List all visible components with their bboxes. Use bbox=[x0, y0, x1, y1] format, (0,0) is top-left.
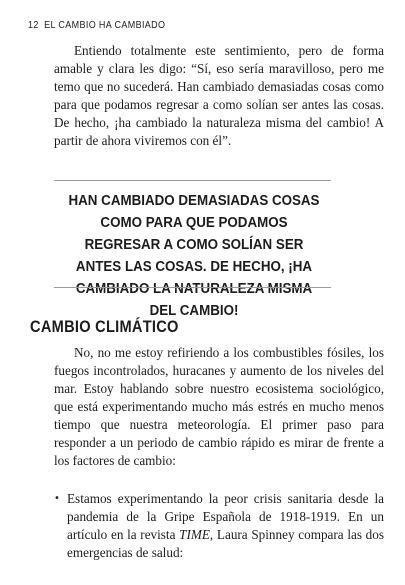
section-title: CAMBIO CLIMÁTICO bbox=[30, 317, 179, 336]
bullet-icon: • bbox=[54, 493, 60, 504]
bullet-item bbox=[54, 490, 384, 562]
page-number: 12 bbox=[28, 20, 39, 31]
section-paragraph: No, no me estoy refiriendo a los combustibles fósiles, los fuegos incontrolados, huracanes y aumento de los niveles del mar. Estoy hablando sobre nuestro ecosistema sociológico, que está experimentando mucho más estrés en mucho menos tiempo que nuestra meteorología. El primer paso para responder a un periodo de cambio rápido es mirar de frente a los factores de cambio: bbox=[54, 345, 384, 468]
running-head bbox=[28, 20, 171, 31]
pull-quote-bottom-rule bbox=[54, 287, 331, 288]
bullet-text bbox=[67, 490, 384, 562]
bullet-text-start: Estamos experimentando la peor crisis sanitaria desde la pandemia de la Gripe Española de 1918-1919. En un artículo en la revista bbox=[67, 491, 384, 542]
pull-quote: HAN CAMBIADO DEMASIADAS COSAS COMO PARA QUE PODAMOS REGRESAR A COMO SOLÍAN SER ANTES LAS COSAS. DE HECHO, ¡HA CAMBIADO LA NATURALEZA MISMA DEL CAMBIO! bbox=[68, 192, 320, 319]
book-title: EL CAMBIO HA CAMBIADO bbox=[44, 20, 166, 31]
bullet-text-end: , Laura Spinney compara las dos emergencias de salud: bbox=[67, 527, 384, 560]
magazine-title: TIME bbox=[179, 527, 210, 542]
pull-quote-top-rule bbox=[54, 180, 331, 181]
intro-paragraph: Entiendo totalmente este sentimiento, pero de forma amable y clara les digo: “Sí, eso sería maravilloso, pero me temo que no sucederá. Han cambiado demasiadas cosas como para que podamos regresar a como solían ser antes las cosas. De hecho, ¡ha cambiado la naturaleza misma del cambio! A partir de ahora viviremos con él”. bbox=[54, 43, 384, 148]
